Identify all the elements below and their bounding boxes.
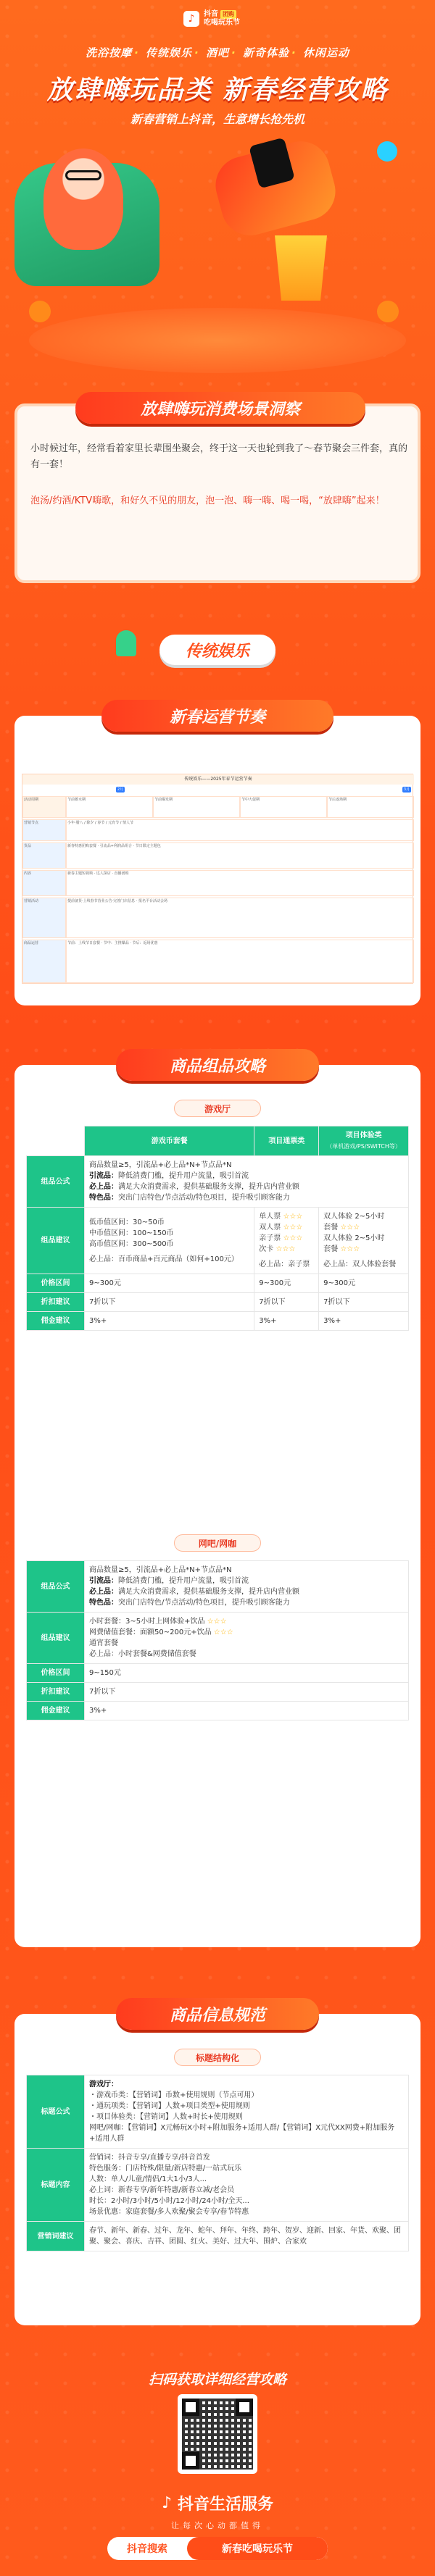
row-label: 组品公式 bbox=[27, 1156, 85, 1208]
table-row bbox=[27, 1613, 409, 1664]
hero-title: 放肆嗨玩品类 新春经营攻略 bbox=[46, 75, 389, 105]
tagline-item: 洗浴按摩 bbox=[86, 46, 133, 59]
arcade-combo-table bbox=[26, 1126, 409, 1331]
glasses-icon bbox=[65, 170, 102, 180]
row-label: 折扣建议 bbox=[27, 1293, 85, 1312]
table-header-row bbox=[27, 1126, 409, 1156]
row-text: 提前备货·上线春节营业公告·完善门店信息 · 报名平台活动会场 bbox=[66, 898, 414, 938]
row-label: 营销词建议 bbox=[27, 2222, 85, 2251]
column-header: 项目通票类 bbox=[254, 1126, 319, 1156]
discount-cell: 7折以下 bbox=[319, 1293, 409, 1312]
stage-cell: 节中大促期 bbox=[240, 796, 327, 818]
rhythm-row bbox=[22, 940, 414, 983]
formula-line: 必上品：满足大众消费需求，提供基础服务支撑，提升店内营业额 bbox=[89, 1588, 299, 1596]
column-header bbox=[319, 1126, 409, 1156]
subhead-arcade: 游戏厅 bbox=[174, 1100, 261, 1117]
row-text: 新春特惠团购套餐 · 引流品+利润品组合 · 节日限定主题包 bbox=[66, 842, 414, 869]
section-title: 商品信息规范 bbox=[116, 1998, 319, 2030]
suggest-cell: 小时套餐：3~5小时上网体验+饮品 ☆☆☆ 网费储值套餐：面额50~200元+饮品 ☆☆☆ 通宵套餐 必上品：小时套餐&网费储值套餐 bbox=[85, 1613, 409, 1664]
row-text: 节前：上线节日套餐 · 节中：主推爆品 · 节后：返场优惠 bbox=[66, 940, 414, 983]
qr-title: 扫码获取详细经营攻略 bbox=[148, 2372, 286, 2388]
row-label: 营销活动 bbox=[22, 898, 66, 938]
douyin-logo-icon: ♪ bbox=[161, 2494, 173, 2512]
commission-cell: 3%+ bbox=[85, 1702, 409, 1720]
price-cell: 9~300元 bbox=[319, 1274, 409, 1293]
table-row bbox=[27, 1702, 409, 1720]
insight-highlight: 泡汤/约酒/KTV嗨歌，和好久不见的朋友，泡一泡、嗨一嗨、喝一喝，“放肆嗨”起来！ bbox=[30, 495, 385, 506]
footer-brand bbox=[130, 2492, 304, 2514]
platform-shape bbox=[29, 308, 406, 373]
hero-illustration bbox=[0, 134, 435, 398]
brand-text bbox=[204, 10, 240, 28]
row-label: 标题内容 bbox=[27, 2149, 85, 2222]
commission-cell: 3%+ bbox=[319, 1312, 409, 1331]
formula-line: 商品数量≥5，引流品+必上品*N+节点品*N bbox=[89, 1161, 232, 1169]
tagline-item: 新奇体验 bbox=[242, 46, 289, 59]
column-header: 游戏币套餐 bbox=[85, 1126, 254, 1156]
formula-line: 特色品：突出门店特色/节点活动/特色项目，提升吸引顾客能力 bbox=[89, 1194, 290, 1202]
star-rating-icon: ☆☆☆ bbox=[340, 1245, 360, 1253]
brand-logo-group bbox=[183, 10, 240, 28]
formula-line: 特色品：突出门店特色/节点活动/特色项目，提升吸引顾客能力 bbox=[89, 1599, 290, 1607]
commission-cell: 3%+ bbox=[85, 1312, 254, 1331]
subhead-internet-cafe: 网吧/网咖 bbox=[174, 1534, 261, 1552]
qr-corner-icon bbox=[182, 2452, 199, 2470]
discount-cell: 7折以下 bbox=[254, 1293, 319, 1312]
table-row bbox=[27, 1293, 409, 1312]
internet-cafe-combo-table bbox=[26, 1560, 409, 1720]
discount-cell: 7折以下 bbox=[85, 1683, 409, 1702]
formula-line: 商品数量≥5，引流品+必上品*N+节点品*N bbox=[89, 1566, 232, 1574]
table-row bbox=[27, 1561, 409, 1613]
price-cell: 9~300元 bbox=[254, 1274, 319, 1293]
footer-search-bar[interactable] bbox=[107, 2537, 328, 2560]
qr-corner-icon bbox=[182, 2399, 199, 2416]
row-label: 价格区间 bbox=[27, 1664, 85, 1683]
search-keyword[interactable]: 新春吃喝玩乐节 bbox=[187, 2537, 328, 2560]
popcorn-bucket-shape bbox=[268, 235, 334, 301]
section-title: 商品组品攻略 bbox=[116, 1049, 319, 1081]
formula-cell bbox=[85, 1156, 409, 1208]
row-label: 折扣建议 bbox=[27, 1683, 85, 1702]
rhythm-row bbox=[22, 842, 414, 869]
formula-line: 引流品：降低消费门槛，提升用户流量，吸引首流 bbox=[89, 1577, 249, 1585]
category-tagline: 洗浴按摩 · 传统娱乐 · 酒吧 · 新奇体验 · 休闲运动 bbox=[86, 46, 349, 59]
formula-line: 必上品：满足大众消费需求，提供基础服务支撑，提升店内营业额 bbox=[89, 1183, 299, 1191]
row-label: 商品运营 bbox=[22, 940, 66, 983]
footer-brand-name: 抖音生活服务 bbox=[178, 2496, 274, 2514]
microphone-icon bbox=[116, 630, 136, 656]
row-label: 标题公式 bbox=[27, 2075, 85, 2149]
stage-cell: 节后返场期 bbox=[327, 796, 414, 818]
formula-cell bbox=[85, 1561, 409, 1613]
brand-line1: 抖音 bbox=[204, 10, 218, 18]
brand-line2: 吃喝玩乐节 bbox=[204, 19, 240, 27]
title-content-cell: 营销词：抖音专享/直播专享/抖音首发 特色服务：门店特殊/限量/新店特惠/一站式玩乐 人数：单人/儿童/情侣/1大1小/3人... 必上词：新春专享/新年特惠/新春立减/老会员 时长：2小时/3小时/5小时/12小时/24小时/全天... 场景优惠：家庭套餐/多人欢聚/聚会专享/春节特惠 bbox=[85, 2149, 409, 2222]
qr-code[interactable] bbox=[178, 2394, 257, 2474]
stage-cell: 节前爆发期 bbox=[153, 796, 240, 818]
row-label: 价格区间 bbox=[27, 1274, 85, 1293]
table-row bbox=[27, 2222, 409, 2251]
price-cell: 9~150元 bbox=[85, 1664, 409, 1683]
stage-cell: 活动周期 bbox=[22, 796, 66, 818]
orange-icon bbox=[377, 301, 399, 322]
row-label: 佣金建议 bbox=[27, 1312, 85, 1331]
keywords-cell: 春节、新年、新春、过年、龙年、蛇年、拜年、年终、跨年、贺岁、迎新、回家、年货、欢聚、团聚、聚会、喜庆、吉祥、团圆、红火、美好、过大年、围炉、合家欢 bbox=[85, 2222, 409, 2251]
footer-slogan: 让每次心动都值得 bbox=[171, 2521, 264, 2530]
row-label: 组品公式 bbox=[27, 1561, 85, 1613]
stage-cell: 节前蓄水期 bbox=[66, 796, 153, 818]
title-spec-table bbox=[26, 2075, 409, 2251]
microphone-icon bbox=[377, 141, 397, 162]
star-rating-icon: ☆☆☆ bbox=[213, 1628, 233, 1636]
tagline-item: 传统娱乐 bbox=[146, 46, 193, 59]
rhythm-table bbox=[22, 774, 413, 984]
row-label: 货品 bbox=[22, 842, 66, 869]
row-label: 内容 bbox=[22, 870, 66, 896]
subhead-title-structure: 标题结构化 bbox=[174, 2049, 261, 2066]
rhythm-row bbox=[22, 819, 414, 841]
table-row bbox=[27, 2149, 409, 2222]
star-rating-icon: ☆☆☆ bbox=[283, 1234, 303, 1242]
brand-badge: 团购 bbox=[220, 10, 236, 19]
suggest-cell: 双人体验 2~5小时 套餐 ☆☆☆ 双人体验 2~5小时 套餐 ☆☆☆ 必上品：双人体验套餐 bbox=[319, 1208, 409, 1274]
category-pill-title: 传统娱乐 bbox=[160, 635, 276, 665]
scene-insight-card bbox=[14, 400, 420, 583]
stage-row bbox=[22, 796, 414, 818]
table-row bbox=[27, 1274, 409, 1293]
table-row bbox=[27, 1664, 409, 1683]
tagline-item: 休闲运动 bbox=[302, 46, 349, 59]
formula-line: 引流品：降低消费门槛，提升用户流量，吸引首流 bbox=[89, 1172, 249, 1180]
hero-subtitle: 新春营销上抖音，生意增长抢先机 bbox=[130, 112, 304, 126]
rhythm-row bbox=[22, 898, 414, 938]
row-label: 佣金建议 bbox=[27, 1702, 85, 1720]
rhythm-table-header: 传统娱乐——2025年春节运营节奏 bbox=[22, 774, 414, 785]
product-info-spec-card bbox=[14, 2006, 420, 2325]
section-title: 新春运营节奏 bbox=[102, 700, 334, 732]
star-rating-icon: ☆☆☆ bbox=[207, 1618, 227, 1626]
operation-rhythm-card bbox=[14, 708, 420, 1005]
star-rating-icon: ☆☆☆ bbox=[283, 1224, 303, 1231]
column-header-note: （单机游戏/PS/SWITCH等） bbox=[326, 1143, 401, 1150]
price-cell: 9~300元 bbox=[85, 1274, 254, 1293]
grandma-figure bbox=[44, 149, 123, 250]
tagline-item: 酒吧 bbox=[205, 46, 229, 59]
douyin-logo-icon: ♪ bbox=[183, 11, 199, 27]
insight-paragraph: 小时候过年，经常看着家里长辈围坐聚会，终于这一天也轮到我了～春节聚会三件套，真的有一套！ bbox=[30, 443, 408, 470]
qr-corner-icon bbox=[236, 2399, 253, 2416]
row-text: 小年·腊八 / 除夕 / 春节 / 元宵节 / 情人节 bbox=[66, 819, 414, 841]
rhythm-row bbox=[22, 870, 414, 896]
date-tag-row bbox=[22, 785, 414, 795]
suggest-cell: 单人票 ☆☆☆ 双人票 ☆☆☆ 亲子票 ☆☆☆ 次卡 ☆☆☆ 必上品：亲子票 bbox=[254, 1208, 319, 1274]
row-text: 新春主题短视频 · 达人探店 · 直播团购 bbox=[66, 870, 414, 896]
suggest-cell: 低币值区间：30~50币 中币值区间：100~150币 高币值区间：300~500币 必上品：百币商品+百元商品（如何+100元） bbox=[85, 1208, 254, 1274]
row-label: 营销节点 bbox=[22, 819, 66, 841]
discount-cell: 7折以下 bbox=[85, 1293, 254, 1312]
star-rating-icon: ☆☆☆ bbox=[283, 1213, 303, 1221]
row-label: 组品建议 bbox=[27, 1613, 85, 1664]
search-label: 抖音搜索 bbox=[127, 2543, 167, 2555]
column-header-text: 项目体验类 bbox=[345, 1132, 382, 1139]
table-row bbox=[27, 1208, 409, 1274]
product-combo-card bbox=[14, 1057, 420, 1947]
date-tag: 3月 bbox=[403, 787, 410, 792]
table-row bbox=[27, 2075, 409, 2149]
star-rating-icon: ☆☆☆ bbox=[276, 1245, 296, 1253]
row-label: 组品建议 bbox=[27, 1208, 85, 1274]
title-formula-cell: 游戏厅： ・游戏币类：【营销词】币数+使用规则（节点可用） ・通玩项类：【营销词】人数+项目类型+使用规则 ・项目体验类：【营销词】人数+时长+使用规则 网吧/网咖：【营销词】X元畅玩X小时+附加服务+适用人群/【营销词】X元代XX网费+附加服务+适用人群 bbox=[85, 2075, 409, 2149]
orange-icon bbox=[29, 301, 51, 322]
star-rating-icon: ☆☆☆ bbox=[340, 1224, 360, 1231]
section-title: 放肆嗨玩消费场景洞察 bbox=[75, 392, 365, 424]
date-tag: 2月 bbox=[117, 787, 124, 792]
table-row bbox=[27, 1156, 409, 1208]
table-row bbox=[27, 1312, 409, 1331]
table-row bbox=[27, 1683, 409, 1702]
commission-cell: 3%+ bbox=[254, 1312, 319, 1331]
